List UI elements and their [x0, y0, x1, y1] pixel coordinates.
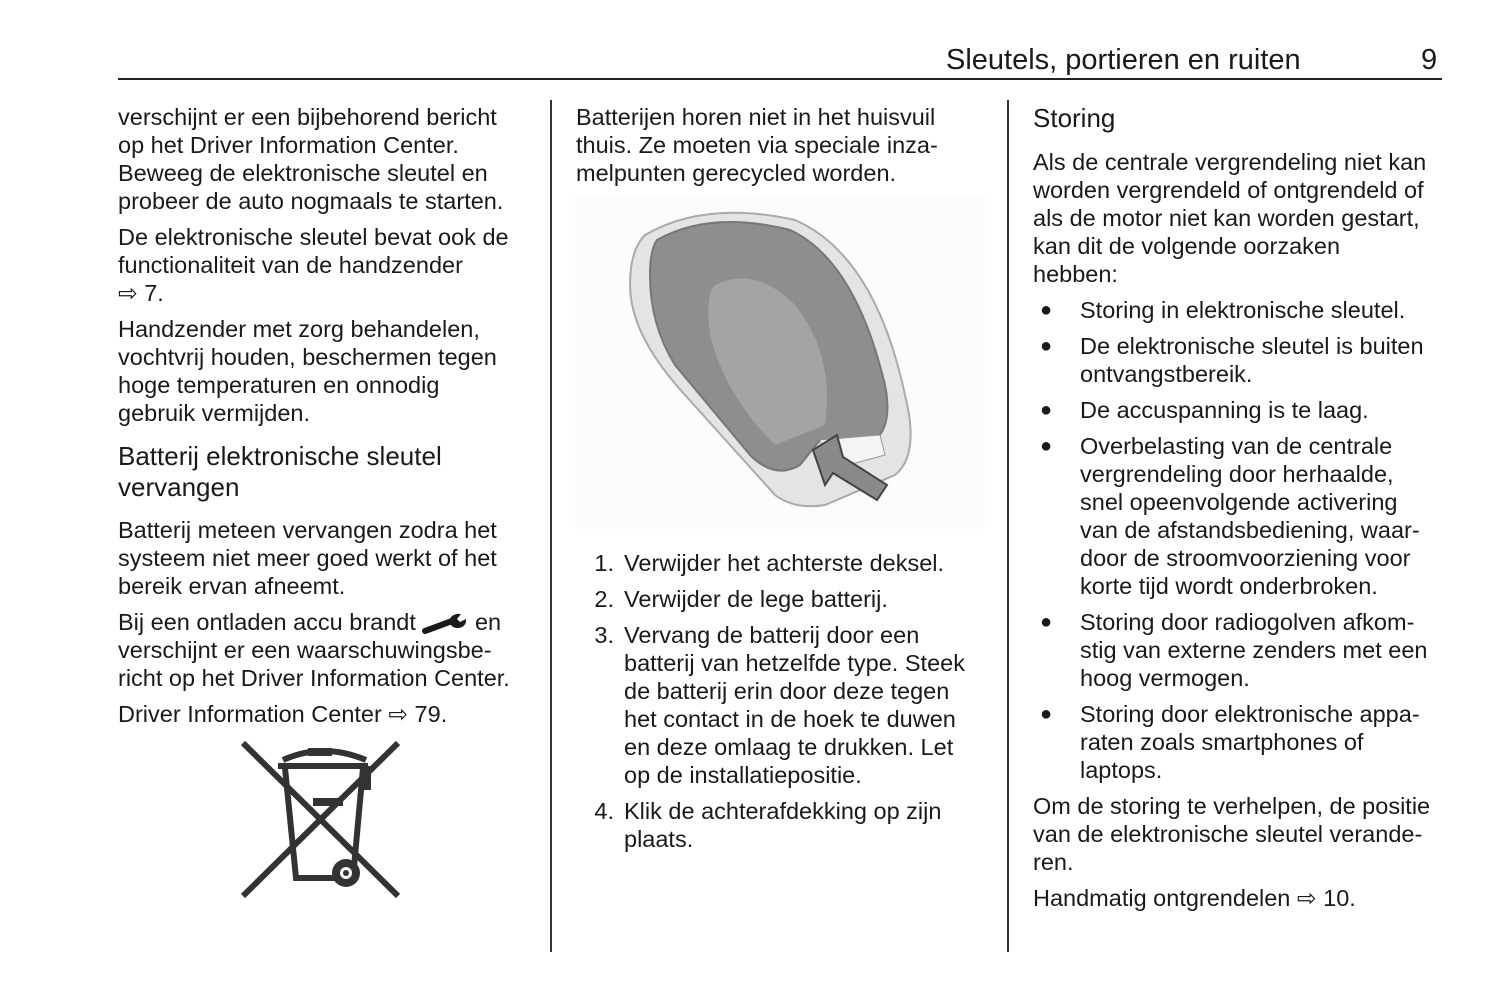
list-item: [576, 549, 986, 577]
paragraph: Als de centrale vergrendeling niet kan worden vergrendeld of ontgrendeld of als de motor niet kan worden gestart, kan dit de volgende oorzaken hebben:: [1033, 149, 1427, 287]
paragraph: De elektronische sleutel bevat ook de functionaliteit van de handzender ⇨ 7.: [118, 224, 509, 306]
crossed-out-wheelie-bin-icon: [238, 738, 408, 903]
list-item: [576, 621, 986, 789]
step-text: Verwijder de lege batterij.: [624, 586, 888, 612]
column-divider: [550, 100, 552, 952]
paragraph: Om de storing te verhelpen, de positie van de elektronische sleutel verande- ren.: [1033, 793, 1431, 875]
paragraph: verschijnt er een bijbehorend bericht op het Driver Information Center. Beweeg de elektronische sleutel en probeer de auto nogmaals te starten.: [118, 104, 504, 214]
paragraph: Batterij meteen vervangen zodra het systeem niet meer goed werkt of het bereik ervan afneemt.: [118, 517, 497, 599]
bullet: ●: [1040, 335, 1053, 357]
bullet-text: Storing in elektronische sleutel.: [1080, 297, 1406, 323]
step-number: 3.: [594, 622, 614, 648]
paragraph: Driver Information Center ⇨ 79.: [118, 701, 448, 727]
bullet-text: Storing door elektronische appa- raten zoals smartphones of laptops.: [1080, 701, 1420, 783]
step-text: Klik de achterafdekking op zijn plaats.: [624, 798, 942, 852]
wrench-icon: [422, 612, 468, 634]
list-item: [576, 585, 986, 613]
causes-list: [1033, 296, 1453, 784]
step-number: 1.: [594, 550, 614, 576]
paragraph: Batterijen horen niet in het huisvuil thuis. Ze moeten via speciale inza- melpunten gerecycled worden.: [576, 104, 938, 186]
column-3: [1033, 103, 1453, 920]
section-heading: Batterij elektronische sleutel vervangen: [118, 441, 442, 502]
bullet-text: Storing door radiogolven afkom- stig van externe zenders met een hoog vermogen.: [1080, 609, 1428, 691]
step-text: Vervang de batterij door een batterij van hetzelfde type. Steek de batterij erin door deze tegen het contact in de hoek te duwen en deze omlaag te drukken. Let op de installatiepositie.: [624, 622, 965, 788]
text: en verschijnt er een waarschuwingsbe- richt op het Driver Information Center.: [118, 609, 510, 691]
list-item: [1033, 432, 1453, 600]
list-item: [1033, 296, 1453, 324]
bullet: ●: [1040, 399, 1053, 421]
list-item: [1033, 700, 1453, 784]
key-fob-battery-cover-illustration: [575, 195, 985, 529]
list-item: [576, 797, 986, 853]
bullet-text: De accuspanning is te laag.: [1080, 397, 1369, 423]
bullet-text: De elektronische sleutel is buiten ontvangstbereik.: [1080, 333, 1424, 387]
list-item: [1033, 332, 1453, 388]
paragraph: Handmatig ontgrendelen ⇨ 10.: [1033, 885, 1356, 911]
section-heading: Storing: [1033, 103, 1116, 133]
text: Bij een ontladen accu brandt: [118, 609, 423, 635]
bullet: ●: [1040, 703, 1053, 725]
bullet: ●: [1040, 435, 1053, 457]
steps-list: [576, 549, 986, 853]
paragraph: [118, 608, 538, 692]
list-item: [1033, 608, 1453, 692]
page-number: 9: [1421, 44, 1438, 76]
step-text: Verwijder het achterste deksel.: [624, 550, 945, 576]
column-2: [576, 103, 986, 861]
step-number: 2.: [594, 586, 614, 612]
header-rule: [118, 78, 1442, 80]
paragraph: Handzender met zorg behandelen, vochtvrij houden, beschermen tegen hoge temperaturen en onnodig gebruik vermijden.: [118, 316, 497, 426]
step-number: 4.: [594, 798, 614, 824]
bullet: ●: [1040, 611, 1053, 633]
column-divider: [1007, 100, 1009, 952]
bullet: ●: [1040, 299, 1053, 321]
page-header-title: Sleutels, portieren en ruiten: [946, 44, 1301, 76]
bullet-text: Overbelasting van de centrale vergrendeling door herhaalde, snel opeenvolgende activering van de afstandsbediening, waar- door de stroomvoorziening voor korte tijd wordt onderbroken.: [1080, 433, 1420, 599]
list-item: [1033, 396, 1453, 424]
column-1: [118, 103, 538, 903]
